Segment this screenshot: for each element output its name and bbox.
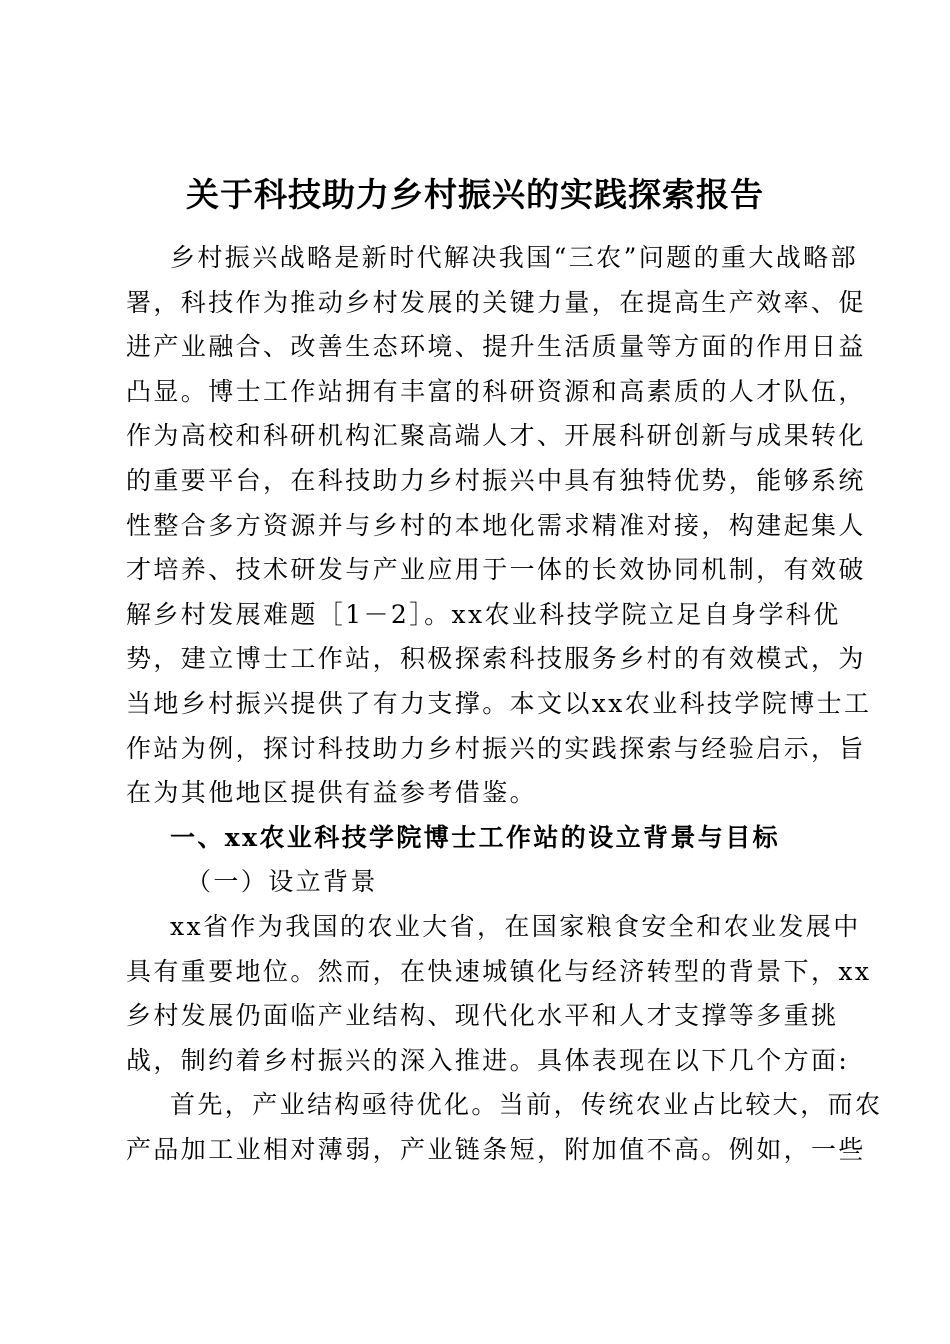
paragraph-line: 产品加工业相对薄弱，产业链条短，附加值不高。例如，一些: [126, 1134, 866, 1164]
document-body: [126, 236, 883, 1172]
intro-line: 作为高校和科研机构汇聚高端人才、开展科研创新与成果转化: [126, 421, 866, 451]
intro-line: 乡村振兴战略是新时代解决我国“三农”问题的重大战略部: [170, 243, 858, 272]
intro-line: 凸显。博士工作站拥有丰富的科研资源和高素质的人才队伍，: [126, 376, 866, 406]
section-heading: 一、xx农业科技学院博士工作站的设立背景与目标: [170, 822, 781, 852]
intro-line: 进产业融合、改善生态环境、提升生活质量等方面的作用日益: [126, 332, 866, 362]
intro-line: 在为其他地区提供有益参考借鉴。: [126, 778, 538, 808]
background-line: 乡村发展仍面临产业结构、现代化水平和人才支撑等多重挑: [126, 1001, 839, 1031]
intro-line: 才培养、技术研发与产业应用于一体的长效协同机制，有效破: [126, 555, 866, 585]
document-title: 关于科技助力乡村振兴的实践探索报告: [186, 175, 764, 214]
intro-line: 性整合多方资源并与乡村的本地化需求精准对接，构建起集人: [126, 510, 866, 540]
background-line: xx省作为我国的农业大省，在国家粮食安全和农业发展中: [170, 911, 861, 941]
subsection-heading: （一）设立背景: [186, 867, 378, 897]
intro-line: 作站为例，探讨科技助力乡村振兴的实践探索与经验启示，旨: [126, 733, 866, 763]
intro-line: 解乡村发展难题［1－2］。xx农业科技学院立足自身学科优: [126, 599, 841, 629]
intro-line: 的重要平台，在科技助力乡村振兴中具有独特优势，能够系统: [126, 465, 866, 495]
intro-line: 署，科技作为推动乡村发展的关键力量，在提高生产效率、促: [126, 287, 866, 317]
intro-line: 势，建立博士工作站，积极探索科技服务乡村的有效模式，为: [126, 644, 866, 674]
background-line: 具有重要地位。然而，在快速城镇化与经济转型的背景下，xx: [126, 956, 872, 986]
paragraph-line: 首先，产业结构亟待优化。当前，传统农业占比较大，而农: [170, 1090, 883, 1120]
background-line: 战，制约着乡村振兴的深入推进。具体表现在以下几个方面:: [126, 1045, 850, 1075]
intro-line: 当地乡村振兴提供了有力支撑。本文以xx农业科技学院博士工: [126, 688, 872, 718]
